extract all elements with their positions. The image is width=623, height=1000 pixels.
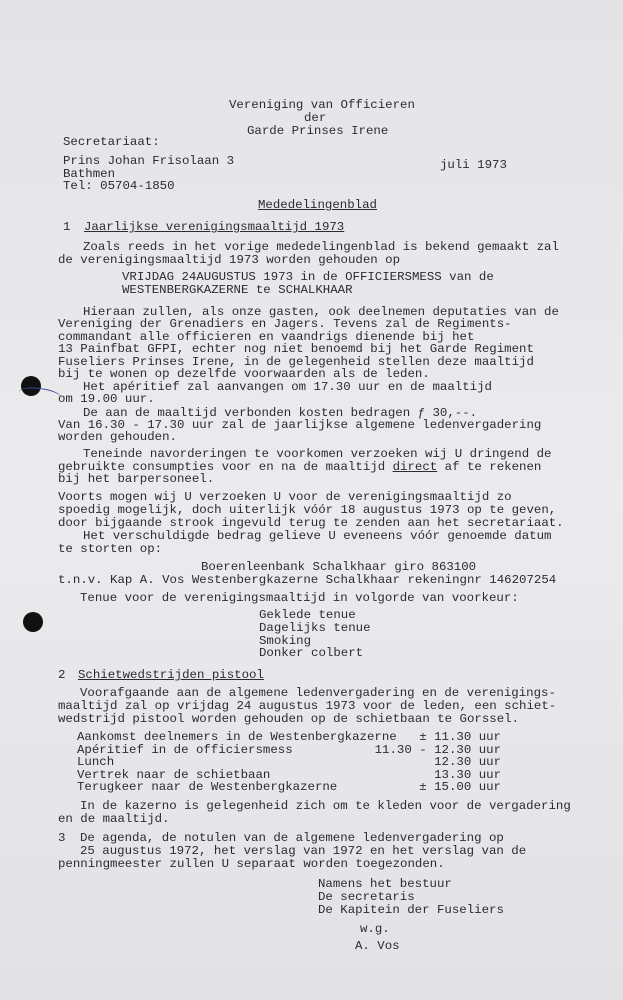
signature-line: De secretaris [318, 890, 415, 904]
org-name: Garde Prinses Irene [247, 124, 389, 138]
text-line: om 19.00 uur. [58, 392, 155, 406]
section-number: 2 [58, 668, 66, 682]
schedule-activity: Lunch [77, 755, 115, 769]
org-name: der [304, 111, 327, 125]
bank-line: t.n.v. Kap A. Vos Westenbergkazerne Schalkhaar rekeningnr 146207254 [58, 573, 557, 587]
text-line: maaltijd zal op vrijdag 24 augustus 1973 voor de leden, een schiet- [58, 699, 557, 713]
section-heading: Jaarlijkse verenigingsmaaltijd 1973 [84, 220, 345, 234]
pen-mark [17, 385, 63, 406]
text-line: De aan de maaltijd verbonden kosten bedragen ƒ 30,--. [83, 406, 478, 420]
punch-hole [23, 612, 43, 632]
text-line: door bijgaande strook ingevuld terug te zenden aan het secretariaat. [58, 516, 564, 530]
text-line: te storten op: [58, 542, 163, 556]
text-line: Voorafgaande aan de algemene ledenvergadering en de verenigings- [80, 686, 556, 700]
text-line: en de maaltijd. [58, 812, 170, 826]
dress-option: Smoking [259, 634, 312, 648]
text-line: penningmeester zullen U separaat worden toegezonden. [58, 857, 445, 871]
section-heading: Schietwedstrijden pistool [78, 668, 264, 682]
signature-line: De Kapitein der Fuseliers [318, 903, 504, 917]
signature-name: A. Vos [355, 939, 400, 953]
date: juli 1973 [440, 158, 507, 172]
text-line: 13 Painfbat GFPI, echter nog niet benoemd bij het Garde Regiment [58, 342, 534, 356]
secretariat-label: Secretariaat: [63, 135, 160, 149]
schedule-activity: Apéritief in de officiersmess [77, 743, 293, 757]
text-line: worden gehouden. [58, 430, 177, 444]
schedule-activity: Vertrek naar de schietbaan [77, 768, 271, 782]
text-line: 25 augustus 1972, het verslag van 1972 en het verslag van de [80, 844, 527, 858]
section-number: 1 [63, 220, 71, 234]
signature-line: Namens het bestuur [318, 877, 452, 891]
text-line: In de kazerno is gelegenheid zich om te kleden voor de vergadering [80, 799, 571, 813]
text-line: WESTENBERGKAZERNE te SCHALKHAAR [122, 283, 353, 297]
schedule-activity: Aankomst deelnemers in de Westenbergkazerne [77, 730, 397, 744]
text-line: Tenue voor de verenigingsmaaltijd in volgorde van voorkeur: [80, 591, 519, 605]
text-line: wedstrijd pistool worden gehouden op de schietbaan te Gorssel. [58, 712, 520, 726]
text-part: af te rekenen [437, 460, 542, 474]
text-line: Fuseliers Prinses Irene, in de gelegenheid stellen deze maaltijd [58, 355, 534, 369]
text-line: spoedig mogelijk, doch uiterlijk vóór 18 augustus 1973 op te geven, [58, 503, 557, 517]
text-line: bij te wonen op dezelfde voorwaarden als de leden. [58, 367, 430, 381]
text-line: VRIJDAG 24AUGUSTUS 1973 in de OFFICIERSMESS van de [122, 270, 494, 284]
dress-option: Geklede tenue [259, 608, 356, 622]
text-line: commandant alle officieren en vaandrigs dienende bij het [58, 330, 475, 344]
signature-wg: w.g. [360, 922, 390, 936]
text-line: de verenigingsmaaltijd 1973 worden gehouden op [58, 253, 401, 267]
text-line: Vereniging der Grenadiers en Jagers. Tevens zal de Regiments- [58, 317, 512, 331]
text-line: Zoals reeds in het vorige mededelingenblad is bekend gemaakt zal [83, 240, 559, 254]
schedule-activity: Terugkeer naar de Westenbergkazerne [77, 780, 338, 794]
schedule-time: 11.30 - 12.30 uur [374, 743, 501, 757]
text-line: Voorts mogen wij U verzoeken U voor de verenigingsmaaltijd zo [58, 490, 512, 504]
emphasis: direct [392, 460, 438, 474]
org-name: Vereniging van Officieren [229, 98, 415, 112]
section-number: 3 [58, 831, 66, 845]
text-line: Het verschuldigde bedrag gelieve U eveneens vóór genoemde datum [83, 529, 552, 543]
text-line: Het apéritief zal aanvangen om 17.30 uur en de maaltijd [83, 380, 492, 394]
text-line: Teneinde navorderingen te voorkomen verzoeken wij U dringend de [83, 447, 552, 461]
address: Bathmen [63, 167, 116, 181]
text-line: Hieraan zullen, als onze gasten, ook deelnemen deputaties van de [83, 305, 559, 319]
schedule-time: 13.30 uur [434, 768, 501, 782]
text-line: Van 16.30 - 17.30 uur zal de jaarlijkse algemene ledenvergadering [58, 418, 542, 432]
schedule-time: 12.30 uur [434, 755, 501, 769]
bank-line: Boerenleenbank Schalkhaar giro 863100 [201, 560, 477, 574]
phone: Tel: 05704-1850 [63, 179, 175, 193]
text-line: De agenda, de notulen van de algemene ledenvergadering op [80, 831, 504, 845]
schedule-time: ± 11.30 uur [419, 730, 501, 744]
text-line: bij het barpersoneel. [58, 472, 215, 486]
text-part: gebruikte consumpties voor en na de maaltijd [58, 460, 393, 474]
dress-option: Donker colbert [259, 646, 364, 660]
document-title: Mededelingenblad [258, 198, 377, 212]
schedule-time: ± 15.00 uur [419, 780, 501, 794]
dress-option: Dagelijks tenue [259, 621, 371, 635]
address: Prins Johan Frisolaan 3 [63, 154, 235, 168]
